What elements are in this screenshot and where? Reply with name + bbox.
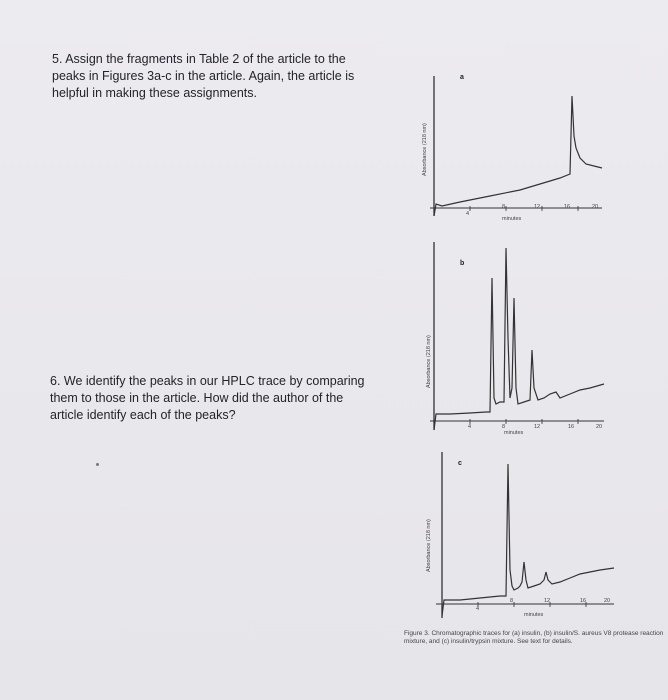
chromatogram-trace-b [420,238,610,438]
x-axis-label-b: minutes [504,430,524,436]
panel-letter-a: a [460,74,464,81]
chromatogram-panel-a [420,66,610,226]
y-axis-label-c: Absorbance (218 nm) [426,519,432,572]
y-axis-label-a: Absorbance (218 nm) [422,123,428,176]
tick-a-5: 20 [592,204,599,210]
x-axis-label-c: minutes [524,612,544,618]
chromatogram-trace-c [420,450,620,625]
tick-c-1: 4 [476,606,480,612]
chromatogram-trace-a [420,66,610,226]
figure-caption: Figure 3. Chromatographic traces for (a) insulin, (b) insulin/S. aureus V8 protease reaction mixture, and (c) insulin/trypsin mixture. See text for details. [404,630,664,645]
chromatogram-panel-b [420,238,610,438]
y-axis-label-b: Absorbance (218 nm) [426,335,432,388]
tick-c-5: 20 [604,598,611,604]
tick-c-2: 8 [510,598,514,604]
panel-letter-b: b [460,260,465,267]
question-5: 5. Assign the fragments in Table 2 of the article to the peaks in Figures 3a-c in the article. Again, the article is helpful in making these assignments. [52,52,355,100]
tick-b-5: 20 [596,424,603,430]
tick-b-1: 4 [468,424,472,430]
tick-b-3: 12 [534,424,541,430]
tick-b-4: 16 [568,424,575,430]
question-6: 6. We identify the peaks in our HPLC trace by comparing them to those in the article. How did the author of the article identify each of the peaks? [50,374,365,422]
pen-mark [96,463,99,466]
tick-a-3: 12 [534,204,541,210]
tick-c-3: 12 [544,598,551,604]
tick-a-4: 16 [564,204,571,210]
chromatogram-panel-c [420,450,620,625]
tick-b-2: 8 [502,424,506,430]
panel-letter-c: c [458,460,462,467]
x-axis-label-a: minutes [502,216,522,222]
tick-c-4: 16 [580,598,587,604]
tick-a-1: 4 [466,211,470,217]
tick-a-2: 8 [502,204,506,210]
